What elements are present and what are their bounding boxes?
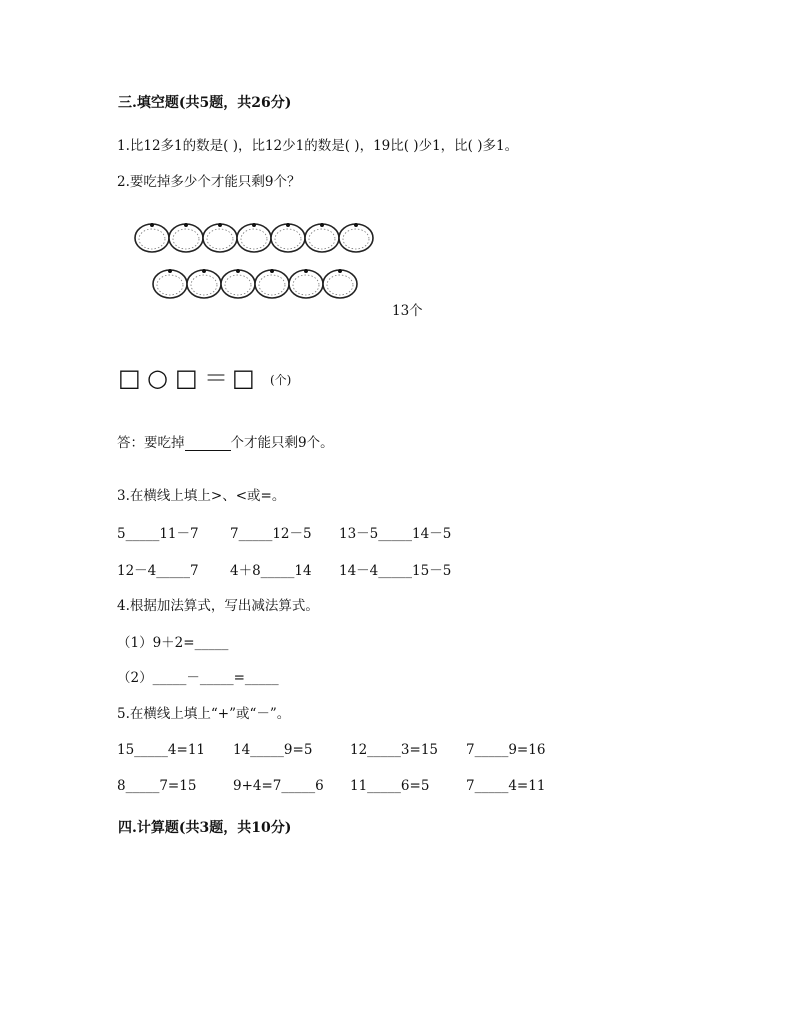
fruit (339, 223, 373, 252)
q5-item: 12_____3=15 (350, 742, 439, 758)
unit-label: (个) (270, 373, 292, 387)
answer-line (117, 432, 334, 451)
fruit (187, 269, 221, 298)
fruit (323, 269, 357, 298)
fruit (255, 269, 289, 298)
q3-item: 4＋8_____14 (230, 563, 312, 579)
total-label: 13个 (392, 303, 423, 319)
fruit (305, 223, 339, 252)
q3-item: 12－4_____7 (117, 563, 199, 579)
section3-heading: 三.填空题(共5题，共26分) (118, 95, 292, 111)
answer-prefix: 答：要吃掉 (117, 435, 185, 451)
equals-sign: ＝ (204, 364, 228, 392)
q5-item: 14_____9=5 (233, 742, 313, 758)
q3-item: 7_____12－5 (230, 526, 312, 542)
q5-item: 8_____7=15 (117, 778, 197, 794)
blank-box-1[interactable]: □ (118, 364, 141, 392)
q5-item: 7_____4=11 (466, 778, 546, 794)
answer-blank[interactable] (185, 436, 231, 451)
question-1: 1.比12多1的数是( )，比12少1的数是( )，19比( )少1，比( )多1。 (117, 138, 519, 154)
q3-item: 14－4_____15－5 (339, 563, 452, 579)
question-5: 5.在横线上填上“+”或“－”。 (117, 706, 291, 722)
q5-item: 7_____9=16 (466, 742, 546, 758)
question-2: 2.要吃掉多少个才能只剩9个？ (117, 174, 301, 190)
operator-circle[interactable]: ○ (147, 364, 168, 392)
q3-item: 5_____11－7 (117, 526, 199, 542)
fruit (203, 223, 237, 252)
blank-box-2[interactable]: □ (175, 364, 198, 392)
blank-box-3[interactable]: □ (232, 364, 255, 392)
q4-line-2: （2）_____－_____=_____ (117, 670, 279, 686)
fruit (135, 223, 169, 252)
fruit (153, 269, 187, 298)
q3-item: 13－5_____14－5 (339, 526, 452, 542)
section4-heading: 四.计算题(共3题，共10分) (118, 820, 292, 836)
fruit (221, 269, 255, 298)
fruit (237, 223, 271, 252)
fruit (169, 223, 203, 252)
q5-item: 11_____6=5 (350, 778, 430, 794)
fruit-illustration (130, 218, 390, 303)
fruit (271, 223, 305, 252)
q4-line-1: （1）9＋2=_____ (117, 635, 229, 651)
fruit (289, 269, 323, 298)
q5-item: 9+4=7_____6 (233, 778, 324, 794)
answer-suffix: 个才能只剩9个。 (230, 435, 334, 451)
q5-item: 15_____4=11 (117, 742, 206, 758)
question-4: 4.根据加法算式，写出减法算式。 (117, 598, 319, 614)
question-3: 3.在横线上填上>、<或=。 (117, 488, 286, 504)
